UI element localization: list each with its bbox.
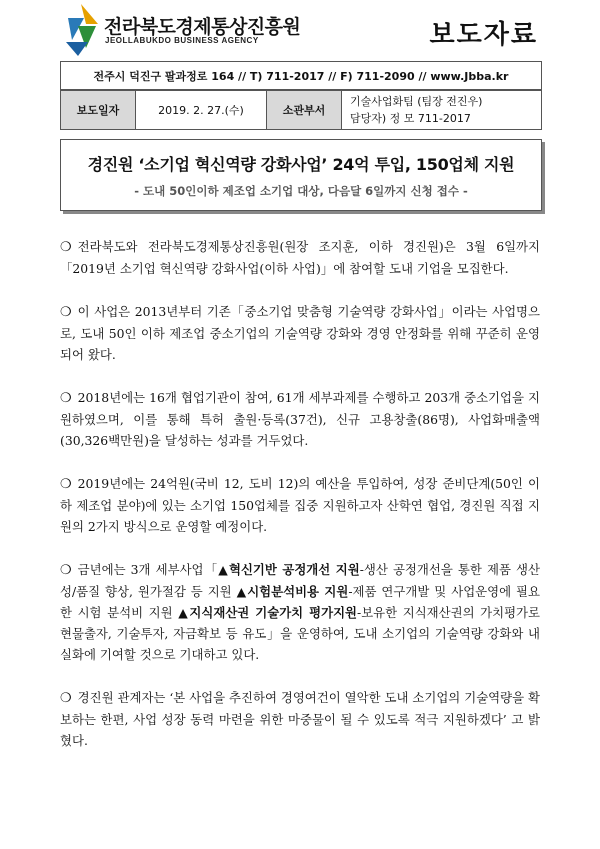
contact-line: 전주시 덕진구 팔과정로 164 // T) 711-2017 // F) 711-2090 // www.Jbba.kr	[60, 61, 542, 90]
article-body	[60, 236, 540, 773]
headline: 경진원 ‘소기업 혁신역량 강화사업’ 24억 투입, 150업체 지원	[87, 155, 515, 174]
paragraph-text: -제품 연구개발 및 사업운영에 필요한 시험 분석비 지원	[60, 584, 540, 620]
paragraph-text: -보유한 지식재산권의 가치평가로 현물출자, 기술투자, 자금확보 등 유도」을 운영하여, 도내 소기업의 기술역량 강화와 내실화에 기여할 것으로 기대하고 있다.	[60, 605, 541, 662]
paragraph-text: 이 사업은 2013년부터 기존「중소기업 맞춤형 기술역량 강화사업」이라는 사업명으로, 도내 50인 이하 제조업 중소기업의 기술역량 강화와 경영 안정화를 위해 꾸준히 운영되어 왔다.	[60, 304, 540, 362]
paragraph-text: -생산 공정개선을 통한 제품 생산성/품질 향상, 원가절감 등 지원	[60, 562, 540, 599]
program-name: ▲혁신기반 공정개선 지원	[218, 562, 360, 577]
bullet-icon: ❍	[60, 305, 72, 320]
document-type: 보도자료	[429, 20, 538, 50]
paragraph-text: 경진원 관계자는 ‘본 사업을 추진하여 경영여건이 열악한 도내 소기업의 기술역량을 확보하는 한편, 사업 성장 동력 마련을 위한 마중물이 될 수 있도록 적극 지원하겠다’ 고 밝혔다.	[60, 690, 540, 748]
bullet-icon: ❍	[60, 240, 72, 255]
bullet-icon: ❍	[60, 563, 72, 578]
org-name: 전라북도경제통상진흥원	[104, 16, 301, 38]
subheadline: - 도내 50인이하 제조업 소기업 대상, 다음달 6일까지 신청 접수 -	[134, 184, 468, 198]
org-english-name: JEOLLABUKDO BUSINESS AGENCY	[105, 36, 259, 45]
dept-label: 소관부서	[267, 91, 342, 130]
dept-team: 기술사업화팀 (팀장 전진우)	[350, 95, 483, 108]
paragraph-text: 2018년에는 16개 협업기관이 참여, 61개 세부과제를 수행하고 203개 중소기업을 지원하였으며, 이를 통해 특허 출원·등록(37건), 신규 고용창출(86명), 사업화매출액(30,326백만원)을 달성하는 성과를 거두었다.	[60, 390, 540, 448]
agency-logo-icon	[64, 4, 98, 56]
paragraph	[60, 473, 540, 537]
bullet-icon: ❍	[60, 691, 72, 706]
paragraph-text: 전라북도와 전라북도경제통상진흥원(원장 조지훈, 이하 경진원)은 3월 6일까지「2019년 소기업 혁신역량 강화사업(이하 사업)」에 참여할 도내 기업을 모집한다.	[60, 239, 540, 276]
date-value: 2019. 2. 27.(수)	[136, 91, 267, 130]
headline-box	[60, 139, 542, 211]
paragraph	[60, 387, 540, 451]
bullet-icon: ❍	[60, 391, 72, 406]
dept-value	[342, 91, 542, 130]
paragraph	[60, 687, 540, 751]
paragraph	[60, 559, 540, 665]
paragraph	[60, 301, 540, 365]
release-info-table	[60, 90, 542, 130]
bullet-icon: ❍	[60, 477, 72, 492]
paragraph-text: 2019년에는 24억원(국비 12, 도비 12)의 예산을 투입하여, 성장 준비단계(50인 이하 제조업 분야)에 있는 소기업 150업체를 집중 지원하고자 산학연 협업, 경진원 직접 지원의 2가지 방식으로 운영할 예정이다.	[60, 476, 540, 534]
dept-contact: 담당자) 정 모 711-2017	[350, 112, 471, 125]
paragraph	[60, 236, 540, 279]
program-name: ▲지식재산권 기술가치 평가지원	[178, 605, 358, 620]
program-name: ▲시험분석비용 지원	[236, 584, 349, 599]
date-label: 보도일자	[61, 91, 136, 130]
paragraph-text: 금년에는 3개 세부사업「	[77, 562, 219, 577]
